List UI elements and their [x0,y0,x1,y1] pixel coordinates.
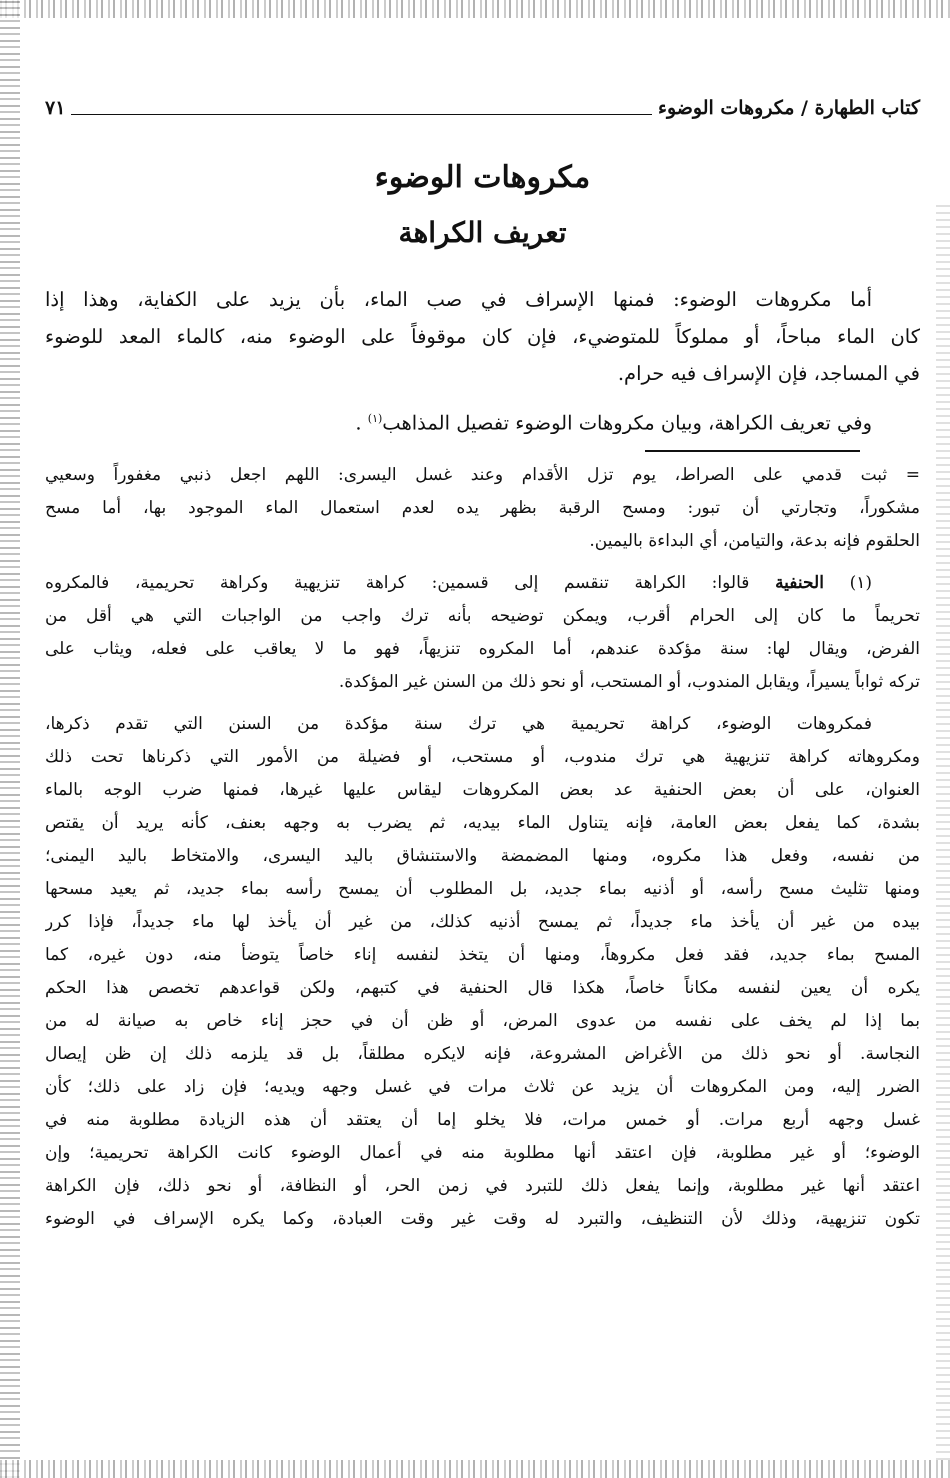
footnote-line [45,635,920,663]
line-text: بشدة، كما يفعل بعض العامة، فإنه يتناول الماء بيديه، ثم يضرب به وجهه بعنف، كأنه يريد أن يقتص [45,813,920,833]
footnote-line [45,1172,920,1200]
line-text: يكره أن يعين لنفسه مكاناً خاصاً، هكذا قال الحنفية في كتبهم، ولكن قواعدهم تخصص هذا الحكم [45,978,920,998]
line-text: قالوا: الكراهة تنقسم إلى قسمين: كراهة تنزيهية وكراهة تحريمية، فالمكروه [45,573,750,593]
section-title: تعريف الكراهة [398,216,567,249]
line-text: الحلقوم فإنه بدعة، والتيامن، أي البداءة باليمين. [589,531,920,551]
line-text: تركه ثواباً يسيراً، ويقابل المندوب، أو المستحب، أو نحو ذلك من السنن غير المؤكدة. [338,672,920,692]
footnote-line [45,1040,920,1068]
line-text: تحريماً ما كان إلى الحرام أقرب، ويمكن توضيحه بأنه ترك واجب من الواجبات التي هي أقل من [45,606,920,626]
line-text: أما مكروهات الوضوء: فمنها الإسراف في صب الماء، بأن يزيد على الكفاية، وهذا إذا [45,288,872,311]
paragraph-line [45,322,920,352]
line-text: في المساجد، فإن الإسراف فيه حرام. [617,362,920,385]
footnote-line [45,710,920,738]
running-header [45,94,920,122]
paragraph-line: وفي تعريف الكراهة، وبيان مكروهات الوضوء تفصيل المذاهب$^{(١)}$ . [355,411,872,434]
line-text: فمكروهات الوضوء، كراهة تحريمية هي ترك سنة مؤكدة من السنن التي تقدم ذكرها، [45,714,872,734]
line-text: العنوان، على أن بعض الحنفية عد بعض المكروهات ليقاس عليها غيرها، فمنها ضرب الوجه بالماء [45,780,920,800]
decorative-border-bottom [0,1460,950,1478]
paragraph-line [45,285,920,315]
footnote-separator [645,450,860,452]
footnote-line [45,842,920,870]
line-text: الفرض، ويقال لها: سنة مؤكدة عندهم، أما المكروه تنزيهاً، فهو ما لا يعاقب على فعله، ويثاب على [45,639,920,659]
line-text: اعتقد أنها غير مطلوبة، وإنما يفعل ذلك للتبرد في زمن الحر، أو النظافة، أو نحو ذلك، فإن الكراهة [45,1176,920,1196]
footnote-line [45,941,920,969]
header-rule [71,102,652,115]
line-text: النجاسة. أو نحو ذلك من الأغراض المشروعة، فإنه لايكره مطلقاً، بل قد يلزمه ذلك إن ظن إيصال [45,1044,920,1064]
footnote-line [45,1106,920,1134]
footnote-line [45,1139,920,1167]
footnote-line [45,569,920,597]
line-text: ومنها تثليث مسح رأسه، أو أذنيه بماء جديد، بل المطلوب أن يمسح رأسه بماء جديد، ثم يعيد مسحها [45,879,920,899]
footnote-line [45,809,920,837]
line-text: ومكروهاته كراهة تنزيهية هي ترك مندوب، أو مستحب، أو فضيلة من الأمور التي ذكرناها تحت ذلك [45,747,920,767]
decorative-border-left [0,0,20,1478]
line-text: = ثبت قدمي على الصراط، يوم تزل الأقدام وعند غسل اليسرى: اللهم اجعل ذنبي مغفوراً وسعيي [45,465,920,485]
footnote-line [45,602,920,630]
line-text: بما إذا لم يخف على نفسه من عدوى المرض، أو ظن أن في حجز إناء خاص به صيانة له من [45,1011,920,1031]
footnote-line [45,668,920,696]
footnote-line [45,1205,920,1233]
footnote-line [45,461,920,489]
footnote-line [45,875,920,903]
line-text: تكون تنزيهية، وذلك لأن التنظيف، والتبرد له وقت غير وقت العبادة، وكما يكره الإسراف في الوضوء [45,1209,920,1229]
footnote-line [45,974,920,1002]
paragraph-line [45,359,920,389]
line-text: بيده من غير أن يأخذ ماء جديداً، ثم يمسح أذنيه كذلك، من غير أن يأخذ لها ماء جديداً، فإذا كرر [45,912,920,932]
chapter-title: مكروهات الوضوء [374,160,591,195]
line-text: الضرر إليه، ومن المكروهات أن يزيد عن ثلاث مرات في غسل وجهه ويديه؛ فإن زاد على ذلك؛ كأن [45,1077,920,1097]
footnote-reference[interactable]: (١) [367,412,383,425]
madhhab-label: الحنفية [775,573,824,593]
decorative-border-right [936,200,950,1460]
footnote-number: (١) [849,573,872,593]
footnote-line [45,494,920,522]
footnote-line [45,908,920,936]
line-text: كان الماء مباحاً، أو مملوكاً للمتوضيء، فإن كان موقوفاً على الوضوء منه، كالماء المعد للوضوء [45,325,920,348]
line-text: غسل وجهه أربع مرات. أو خمس مرات، فلا يخلو إما أن يعتقد أن هذه الزيادة مطلوبة منه في [45,1110,920,1130]
line-text: مشكوراً، وتجارتي أن تبور: ومسح الرقبة بظهر يده لعدم استعمال الماء الموجود بها، أما مسح [45,498,920,518]
footnote-line [45,743,920,771]
footnote-line [45,1073,920,1101]
decorative-border-top [0,0,950,18]
line-text: الوضوء؛ أو غير مطلوبة، فإن اعتقد أنها مطلوبة منه في أعمال الوضوء كانت الكراهة تحريمية؛ وإن [45,1143,920,1163]
footnote-line [45,527,920,555]
footnote-line [45,776,920,804]
page-number: ٧١ [45,97,66,119]
line-text: وفي تعريف الكراهة، وبيان مكروهات الوضوء تفصيل المذاهب [382,411,872,434]
footnote-line [45,1007,920,1035]
running-title: كتاب الطهارة / مكروهات الوضوء [658,97,920,119]
line-text: من نفسه، وفعل هذا مكروه، ومنها المضمضة والاستنشاق باليد اليسرى، والامتخاط باليد اليمنى؛ [45,846,920,866]
line-text: المسح بماء جديد، فقد فعل مكروهاً، ومنها أن يتخذ لنفسه إناء خاصاً يتوضأ منه، دون غيره، كما [45,945,920,965]
